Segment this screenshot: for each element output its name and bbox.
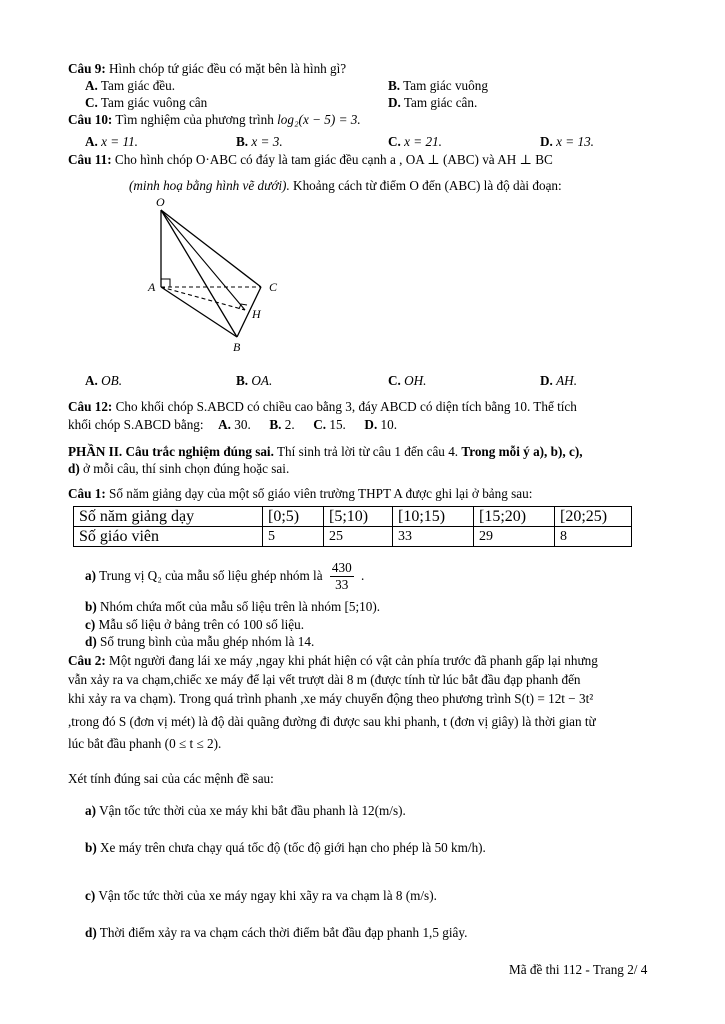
q11-stem-line2 [129,177,562,194]
label-C: C [269,280,278,294]
part2-title: PHẦN II. Câu trắc nghiệm đúng sai. [68,444,274,459]
fraction-denominator: 33 [335,577,349,593]
p2q2-stem-line5: lúc bắt đầu phanh (0 ≤ t ≤ 2). [68,736,222,751]
p2q2-stem-line2: vẫn xảy ra va chạm,chiếc xe máy để lại vết trượt dài 8 m (được tính từ lúc bắt đầu đạp phanh đến [68,672,581,687]
median-fraction [330,560,354,593]
table-cell: 8 [555,527,632,547]
fraction-numerator: 430 [331,560,352,576]
q9-text: Hình chóp tứ giác đều có mặt bên là hình gì? [109,61,347,76]
q12-option-a: 30. [234,417,251,432]
table-cell: [10;15) [393,507,474,527]
q11-option-d: D. AH. [540,373,578,388]
q11-option-c: C. OH. [388,373,427,388]
table-cell: Số giáo viên [74,527,263,547]
q9-label: Câu 9: [68,61,106,76]
q11-option-a: A. OB. [85,373,123,388]
p2q1-stem [68,485,532,502]
table-cell: 5 [263,527,324,547]
q10-option-a: A. x = 11. [85,134,138,149]
p2q1-statement-d: d) Số trung bình của mẫu ghép nhóm là 14. [85,634,315,649]
q12-option-c: 15. [329,417,346,432]
table-cell: [5;10) [324,507,393,527]
p2q2-stem-line3: khi xảy ra va chạm). Trong quá trình phanh ,xe máy chuyển động theo phương trình S(t) = 12t − 3t² [68,691,594,706]
p2q1-a-text: Trung vị Q₂ của mẫu số liệu ghép nhóm là [99,568,323,583]
q10-label: Câu 10: [68,112,113,127]
label-A: A [148,280,156,294]
table-cell: [0;5) [263,507,324,527]
q10-option-c: C. x = 21. [388,134,442,149]
q12-option-d: 10. [380,417,398,432]
p2q1-label: Câu 1: [68,486,106,501]
table-cell: 33 [393,527,474,547]
part2-heading-line2: d) ở mỗi câu, thí sinh chọn đúng hoặc sai. [68,461,290,476]
q9-option-a: A. Tam giác đều. [85,78,176,93]
table-cell: 29 [474,527,555,547]
p2q2-statement-b: b) Xe máy trên chưa chạy quá tốc độ (tốc độ giới hạn cho phép là 50 km/h). [85,840,486,855]
q10-option-b: B. x = 3. [236,134,283,149]
table-cell: [15;20) [474,507,555,527]
p2q2-statement-a: a) Vận tốc tức thời của xe máy khi bắt đầu phanh là 12(m/s). [85,803,406,818]
table-row [74,527,632,547]
q12-label: Câu 12: [68,399,113,414]
table-cell: Số năm giảng dạy [74,507,263,527]
edge-AH [161,287,245,310]
part2-heading [68,443,583,460]
q9-option-b: B. Tam giác vuông [388,78,488,93]
q12-option-b: 2. [284,417,295,432]
p2q2-label: Câu 2: [68,653,106,668]
edge-OC [161,210,261,287]
part2-line2: ở mỗi câu, thí sinh chọn đúng hoặc sai. [83,461,290,476]
q11-question: Khoảng cách từ điểm O đến (ABC) là độ dài đoạn: [293,178,562,193]
label-O: O [156,195,165,209]
q12-line1: Cho khối chóp S.ABCD có chiều cao bằng 3, đáy ABCD có diện tích bằng 10. Thể tích [115,399,577,414]
label-B: B [233,340,241,354]
edge-AB [161,287,237,337]
page-footer: Mã đề thi 112 - Trang 2/ 4 [509,962,648,977]
p2q1-statement-b: b) Nhóm chứa mốt của mẫu số liệu trên là nhóm [5;10). [85,599,381,614]
q12-line2-row: khối chóp S.ABCD bằng: A. 30. B. 2. C. 15. D. 10. [68,417,398,432]
p2q1-statement-c: c) Mẫu số liệu ở bảng trên có 100 số liệu. [85,617,305,632]
p2q2-stem-line4: ,trong đó S (đơn vị mét) là độ dài quãng đường đi được sau khi phanh, t (đơn vị giây) là thời gian từ [68,714,596,729]
q10-stem [68,111,361,128]
edge-OB [161,210,237,337]
q11-label: Câu 11: [68,152,112,167]
label-H: H [252,307,261,321]
q9-stem [68,60,346,77]
table-row [74,507,632,527]
table-cell: 25 [324,527,393,547]
part2-bold-tail: Trong mỗi ý a), b), c), [461,444,583,459]
p2q2-statement-c: c) Vận tốc tức thời của xe máy ngay khi xãy ra va chạm là 8 (m/s). [85,888,437,903]
part2-text: Thí sinh trả lời từ câu 1 đến câu 4. [276,444,459,459]
p2q1-text: Số năm giảng dạy của một số giáo viên trường THPT A được ghi lại ở bảng sau: [109,486,533,501]
q10-option-d: D. x = 13. [540,134,594,149]
q10-equation: log₂(x − 5) = 3. [277,112,361,127]
q11-figure-note: (minh hoạ bằng hình vẽ dưới). [129,178,290,193]
right-angle-A [161,279,170,287]
q11-stem [68,151,553,168]
p2q2-intro: Xét tính đúng sai của các mệnh đề sau: [68,771,274,786]
q12-stem [68,398,577,415]
p2q1-statement-a: a) Trung vị Q₂ của mẫu số liệu ghép nhóm là $\frac{430}{33}$ . [85,560,365,593]
q11-option-b: B. OA. [236,373,273,388]
pyramid-figure [140,194,290,356]
q10-text: Tìm nghiệm của phương trình [115,112,274,127]
table-cell: [20;25) [555,507,632,527]
q12-line2: khối chóp S.ABCD bằng: [68,417,204,432]
teaching-years-table [73,506,632,547]
q9-option-d: D. Tam giác cân. [388,95,478,110]
q9-option-c: C. Tam giác vuông cân [85,95,208,110]
p2q2-stem-line1: Câu 2: Một người đang lái xe máy ,ngay khi phát hiện có vật cản phía trước đã phanh gấp lại nhưng [68,653,598,668]
q11-text: Cho hình chóp O·ABC có đáy là tam giác đều cạnh a , OA ⊥ (ABC) và AH ⊥ BC [114,152,553,167]
p2q2-statement-d: d) Thời điểm xảy ra va chạm cách thời điểm bắt đầu đạp phanh 1,5 giây. [85,925,468,940]
